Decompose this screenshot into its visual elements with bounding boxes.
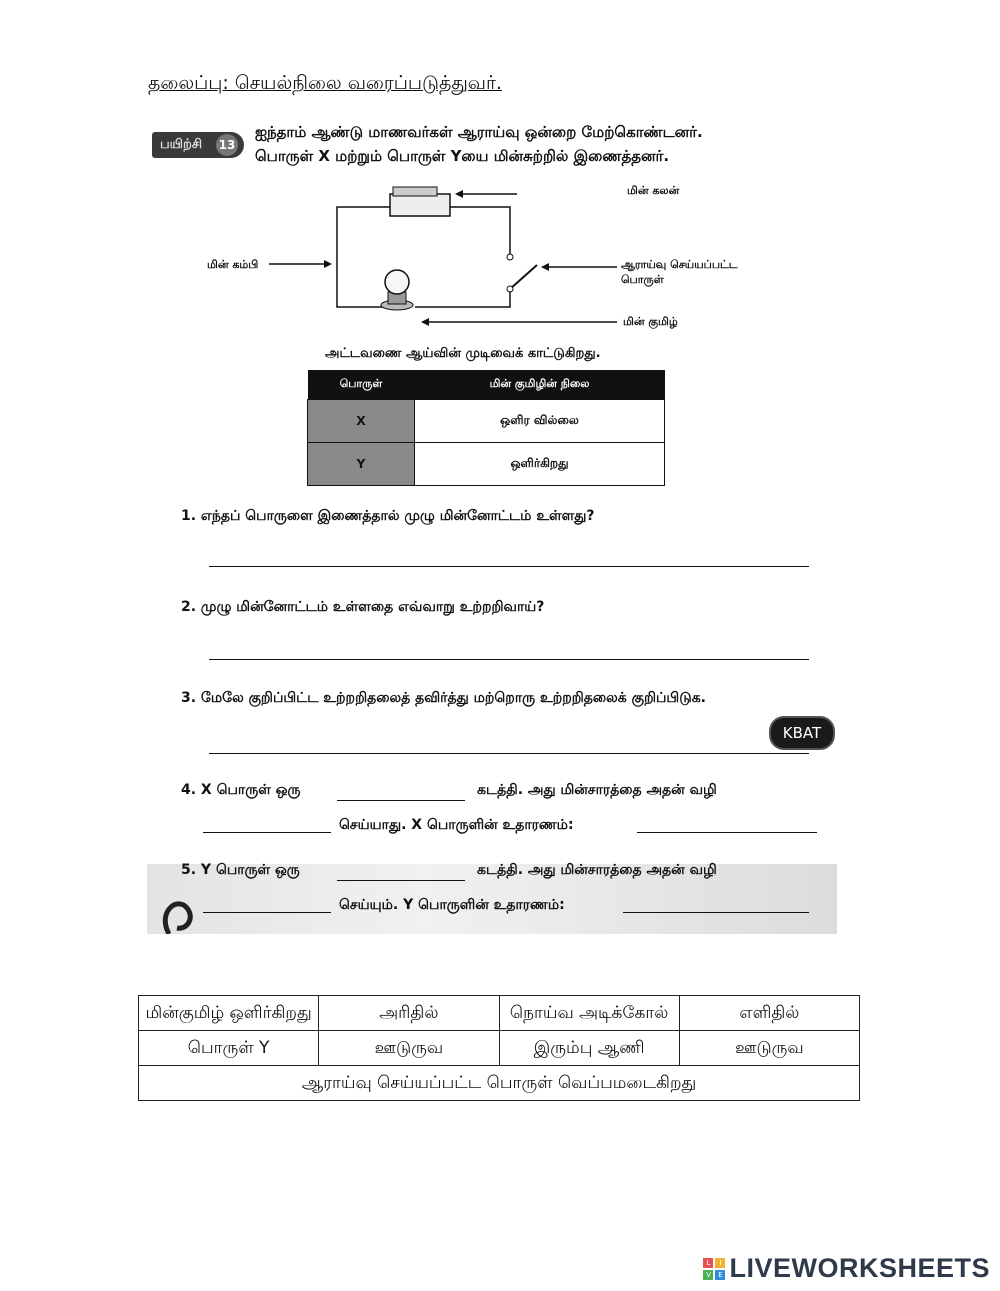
question-4-part-b: கடத்தி. அது மின்சாரத்தை அதன் வழி (477, 782, 717, 798)
question-1: 1. எந்தப் பொருளை இணைத்தால் முழு மின்னோட்டம் உள்ளது? (181, 508, 595, 524)
answer-line-1[interactable] (209, 566, 809, 567)
option-cell[interactable]: ஊடுருவ (319, 1031, 499, 1066)
exercise-badge-label: பயிற்சி (160, 137, 203, 152)
result-cell: X (308, 400, 415, 443)
circuit-wire-bottom (415, 289, 510, 307)
option-cell[interactable]: பொருள் Y (139, 1031, 319, 1066)
question-2: 2. முழு மின்னோட்டம் உள்ளதை எவ்வாறு உற்றறிவாய்? (181, 599, 545, 615)
option-cell[interactable]: மின்குமிழ் ஒளிர்கிறது (139, 996, 319, 1031)
intro-line-1: ஐந்தாம் ஆண்டு மாணவர்கள் ஆராய்வு ஒன்றை மேற்கொண்டனர். (255, 123, 703, 141)
question-5-part-a: 5. Y பொருள் ஒரு (181, 862, 300, 878)
q5-blank-2[interactable] (203, 912, 331, 913)
logo-text: LIVEWORKSHEETS (729, 1253, 990, 1283)
table-row (139, 996, 860, 1031)
option-cell[interactable]: இரும்பு ஆணி (499, 1031, 679, 1066)
logo-cube: V (703, 1270, 713, 1280)
result-header-object: பொருள் (308, 370, 415, 400)
option-cell[interactable]: அரிதில் (319, 996, 499, 1031)
question-5-part-b: கடத்தி. அது மின்சாரத்தை அதன் வழி (477, 862, 717, 878)
question-4-part-a: 4. X பொருள் ஒரு (181, 782, 301, 798)
option-cell[interactable]: எளிதில் (679, 996, 859, 1031)
option-cell[interactable]: நொய்வ அடிக்கோல் (499, 996, 679, 1031)
q4-blank-1[interactable] (337, 800, 465, 801)
decorative-swirl-icon (147, 882, 207, 934)
intro-line-2: பொருள் X மற்றும் பொருள் Yயை மின்சுற்றில் இணைத்தனர். (255, 147, 670, 165)
exercise-badge (152, 132, 244, 158)
answer-line-2[interactable] (209, 659, 809, 660)
intro-text (255, 120, 703, 168)
circuit-diagram (187, 177, 787, 337)
result-cell: Y (308, 443, 415, 486)
q4-blank-2[interactable] (203, 832, 331, 833)
battery-icon (390, 187, 450, 216)
answer-options-table (138, 995, 860, 1101)
exercise-number: 13 (216, 134, 238, 156)
scanned-exercise (147, 112, 837, 934)
logo-cube: L (703, 1258, 713, 1268)
label-battery: மின் கலன் (627, 184, 680, 197)
table-row (139, 1031, 860, 1066)
label-tested-object-line2: பொருள் (621, 273, 664, 286)
table-row (139, 1066, 860, 1101)
page-title: தலைப்பு: செயல்நிலை வரைப்படுத்துவர். (148, 72, 502, 94)
answer-line-3[interactable] (209, 753, 809, 754)
question-3: 3. மேலே குறிப்பிட்ட உற்றறிதலைத் தவிர்த்து மற்றொரு உற்றறிதலைக் குறிப்பிடுக. (181, 690, 706, 706)
q5-blank-1[interactable] (337, 880, 465, 881)
question-4-part-c: செய்யாது. X பொருளின் உதாரணம்: (339, 817, 574, 833)
logo-cubes-icon (703, 1258, 725, 1280)
option-cell[interactable]: ஆராய்வு செய்யப்பட்ட பொருள் வெப்பமடைகிறது (139, 1066, 860, 1101)
result-table (307, 370, 665, 486)
result-header-bulb-state: மின் குமிழின் நிலை (415, 370, 665, 400)
bulb-icon (381, 270, 413, 310)
table-row (308, 443, 665, 486)
kbat-badge: KBAT (769, 716, 835, 750)
circuit-wire-right (449, 207, 510, 255)
label-tested-object-line1: ஆராய்வு செய்யப்பட்ட (621, 258, 738, 271)
option-cell[interactable]: ஊடுருவ (679, 1031, 859, 1066)
q5-blank-3[interactable] (623, 912, 809, 913)
logo-cube: E (715, 1270, 725, 1280)
q4-blank-3[interactable] (637, 832, 817, 833)
switch-icon (507, 254, 537, 292)
label-wire: மின் கம்பி (207, 258, 259, 271)
logo-cube: I (715, 1258, 725, 1268)
table-row (308, 400, 665, 443)
question-5-part-c: செய்யும். Y பொருளின் உதாரணம்: (339, 897, 565, 913)
result-cell: ஒளிர்கிறது (415, 443, 665, 486)
liveworksheets-logo[interactable] (703, 1253, 990, 1284)
table-caption: அட்டவணை ஆய்வின் முடிவைக் காட்டுகிறது. (325, 346, 601, 361)
result-cell: ஒளிர வில்லை (415, 400, 665, 443)
label-tested-object (621, 258, 738, 288)
label-bulb: மின் குமிழ் (623, 315, 678, 328)
